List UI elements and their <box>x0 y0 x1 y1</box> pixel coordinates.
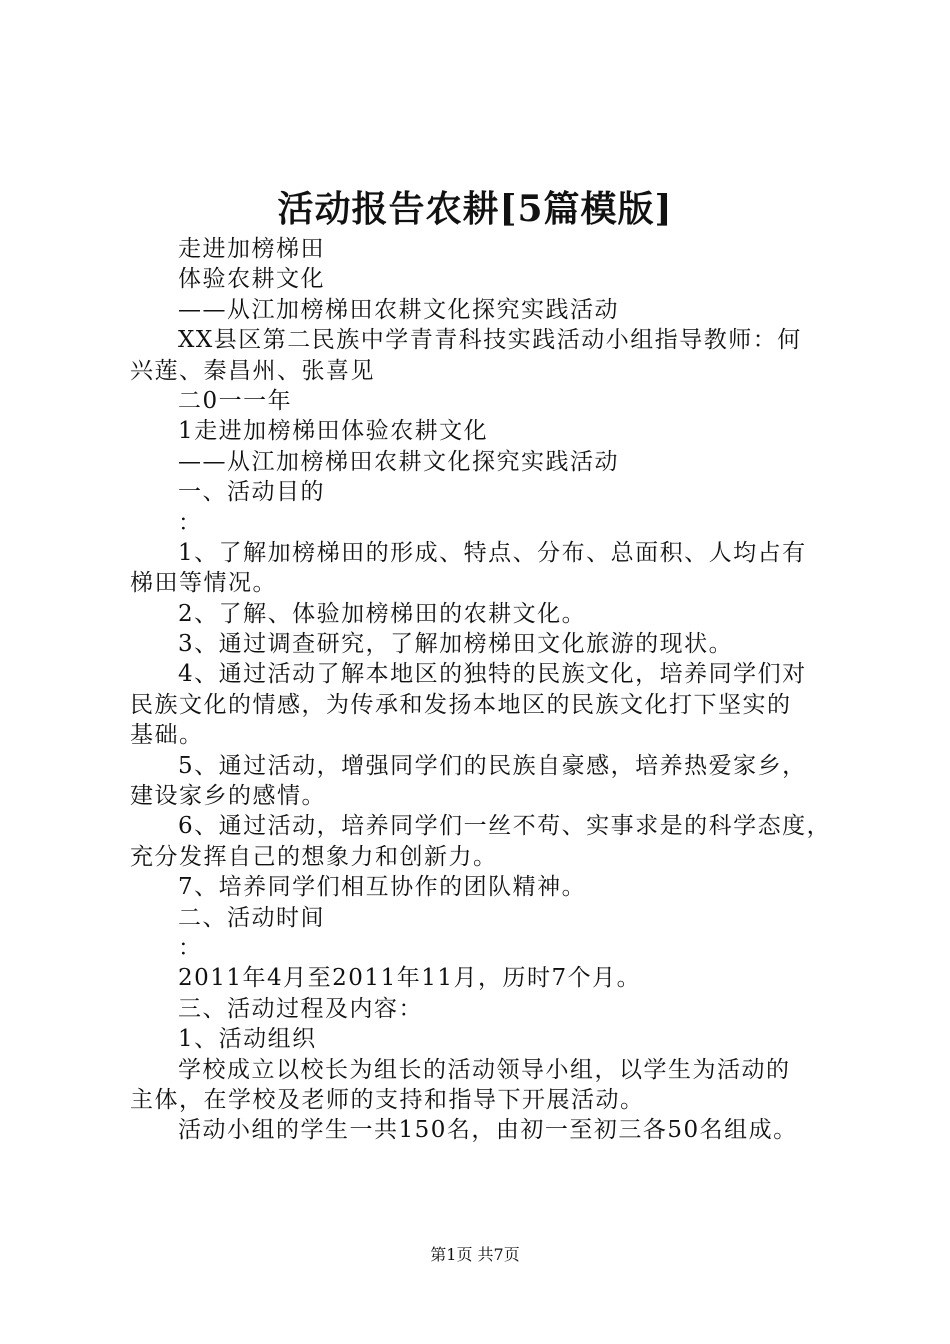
body-line: 3、通过调查研究，了解加榜梯田文化旅游的现状。 <box>178 631 734 658</box>
body-line: 三、活动过程及内容： <box>178 995 423 1022</box>
body-line: 主体，在学校及老师的支持和指导下开展活动。 <box>130 1086 645 1113</box>
body-line: 一、活动目的 <box>178 479 325 506</box>
body-line: ——从江加榜梯田农耕文化探究实践活动 <box>178 448 619 475</box>
body-line: 充分发挥自己的想象力和创新力。 <box>130 843 498 870</box>
body-line: 1走进加榜梯田体验农耕文化 <box>178 418 489 445</box>
body-line: 1、活动组织 <box>178 1026 317 1053</box>
page-footer: 第1页 共7页 <box>430 1245 520 1264</box>
body-line: 1、了解加榜梯田的形成、特点、分布、总面积、人均占有 <box>178 539 807 566</box>
document-title: 活动报告农耕[5篇模版] <box>277 188 673 230</box>
body-line: 2011年4月至2011年11月，历时7个月。 <box>178 965 642 992</box>
body-line: ： <box>178 934 203 961</box>
body-line: 基础。 <box>130 722 204 749</box>
body-line: 梯田等情况。 <box>130 570 277 597</box>
body-line: 学校成立以校长为组长的活动领导小组，以学生为活动的 <box>178 1056 791 1083</box>
body-line: XX县区第二民族中学青青科技实践活动小组指导教师：何 <box>178 327 802 354</box>
body-line: 活动小组的学生一共150名，由初一至初三各50名组成。 <box>178 1117 798 1144</box>
body-line: 建设家乡的感情。 <box>130 783 326 810</box>
body-line: 体验农耕文化 <box>178 266 325 293</box>
body-line: 6、通过活动，培养同学们一丝不苟、实事求是的科学态度， <box>178 813 832 840</box>
body-line: 7、培养同学们相互协作的团队精神。 <box>178 874 587 901</box>
body-line: ： <box>178 509 203 536</box>
body-line: 二、活动时间 <box>178 904 325 931</box>
body-line: ——从江加榜梯田农耕文化探究实践活动 <box>178 296 619 323</box>
body-line: 5、通过活动，增强同学们的民族自豪感，培养热爱家乡， <box>178 752 807 779</box>
body-line: 2、了解、体验加榜梯田的农耕文化。 <box>178 600 587 627</box>
body-line: 民族文化的情感，为传承和发扬本地区的民族文化打下坚实的 <box>130 691 792 718</box>
document-body <box>130 234 835 1146</box>
body-line: 走进加榜梯田 <box>178 236 325 262</box>
body-line: 兴莲、秦昌州、张喜见 <box>130 357 375 384</box>
body-line: 二0一一年 <box>178 387 293 414</box>
body-line: 4、通过活动了解本地区的独特的民族文化，培养同学们对 <box>178 661 807 688</box>
